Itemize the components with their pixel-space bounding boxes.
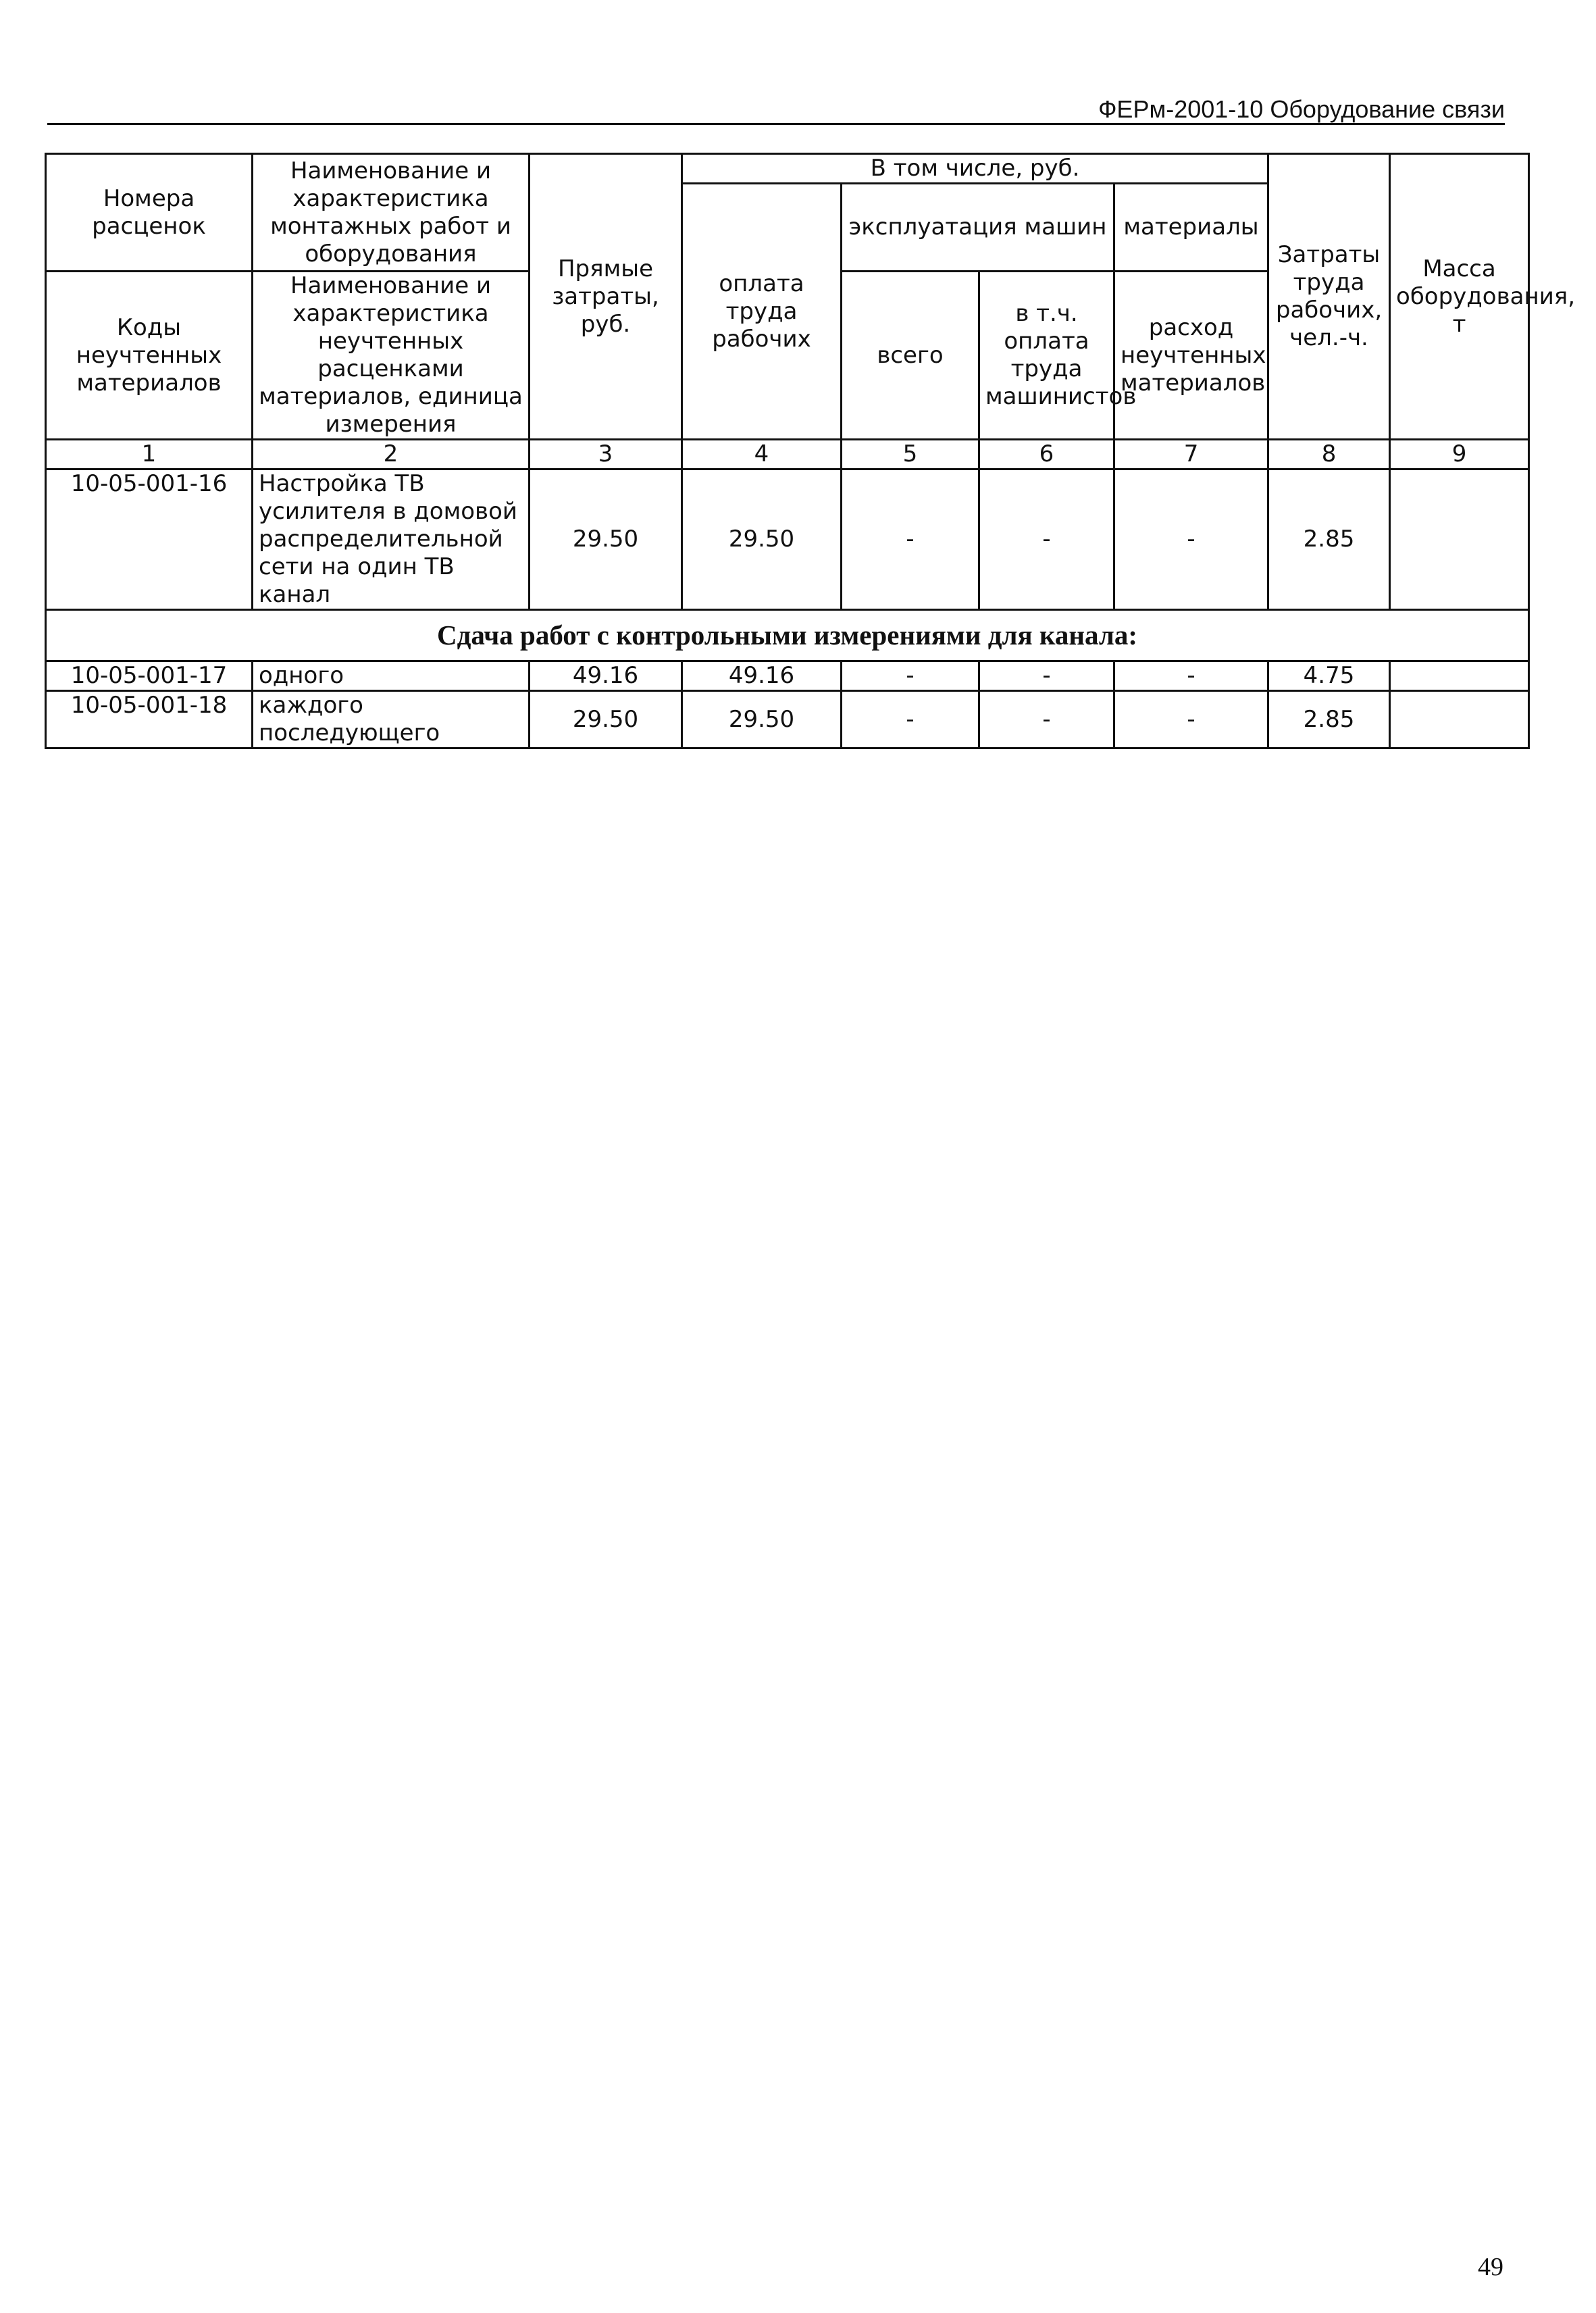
column-number: 7 — [1114, 440, 1268, 469]
equipment-mass — [1390, 691, 1529, 748]
materials: - — [1114, 691, 1268, 748]
column-number-row — [46, 440, 1529, 469]
direct-cost: 49.16 — [530, 661, 682, 691]
machinists-pay: - — [979, 691, 1114, 748]
machinists-pay: - — [979, 661, 1114, 691]
header-unaccounted-materials: расход неучтенных материалов — [1114, 272, 1268, 440]
machines-total: - — [842, 661, 979, 691]
machines-total: - — [842, 691, 979, 748]
labor-hours: 2.85 — [1268, 469, 1390, 610]
column-number: 9 — [1390, 440, 1529, 469]
running-header: ФЕРм-2001-10 Оборудование связи — [1098, 95, 1505, 123]
header-equipment-mass: Масса оборудования, т — [1390, 154, 1529, 440]
worker-pay: 29.50 — [682, 691, 842, 748]
column-number: 1 — [46, 440, 253, 469]
header-worker-pay: оплата труда рабочих — [682, 184, 842, 440]
column-number: 8 — [1268, 440, 1390, 469]
work-name: Настройка ТВ усилителя в домовой распределительной сети на один ТВ канал — [253, 469, 530, 610]
work-name: каждого последующего — [253, 691, 530, 748]
header-work-description: Наименование и характеристика монтажных работ и оборудования — [253, 154, 530, 272]
rate-code: 10-05-001-16 — [46, 469, 253, 610]
page-number: 49 — [1478, 2253, 1503, 2281]
equipment-mass — [1390, 469, 1529, 610]
header-materials: материалы — [1114, 184, 1268, 272]
column-number: 6 — [979, 440, 1114, 469]
header-machines-total: всего — [842, 272, 979, 440]
materials: - — [1114, 469, 1268, 610]
machines-total: - — [842, 469, 979, 610]
column-number: 3 — [530, 440, 682, 469]
direct-cost: 29.50 — [530, 691, 682, 748]
direct-cost: 29.50 — [530, 469, 682, 610]
header-unaccounted-codes: Коды неучтенных материалов — [46, 272, 253, 440]
rate-code: 10-05-001-18 — [46, 691, 253, 748]
header-unaccounted-description: Наименование и характеристика неучтенных расценками материалов, единица измерения — [253, 272, 530, 440]
machinists-pay: - — [979, 469, 1114, 610]
work-name: одного — [253, 661, 530, 691]
column-number: 4 — [682, 440, 842, 469]
header-direct-costs: Прямые затраты, руб. — [530, 154, 682, 440]
worker-pay: 29.50 — [682, 469, 842, 610]
rates-table — [45, 153, 1576, 749]
table-row — [46, 691, 1529, 748]
header-rule — [47, 123, 1505, 125]
header-machine-operation: эксплуатация машин — [842, 184, 1114, 272]
header-rate-numbers: Номера расценок — [46, 154, 253, 272]
column-number: 2 — [253, 440, 530, 469]
table-row — [46, 469, 1529, 610]
header-labor-hours: Затраты труда рабочих, чел.-ч. — [1268, 154, 1390, 440]
labor-hours: 4.75 — [1268, 661, 1390, 691]
materials: - — [1114, 661, 1268, 691]
header-machinists-pay: в т.ч. оплата труда машинистов — [979, 272, 1114, 440]
worker-pay: 49.16 — [682, 661, 842, 691]
rate-code: 10-05-001-17 — [46, 661, 253, 691]
header-including: В том числе, руб. — [682, 154, 1268, 184]
labor-hours: 2.85 — [1268, 691, 1390, 748]
equipment-mass — [1390, 661, 1529, 691]
column-number: 5 — [842, 440, 979, 469]
table-row — [46, 661, 1529, 691]
section-title: Сдача работ с контрольными измерениями для канала: — [46, 610, 1529, 661]
